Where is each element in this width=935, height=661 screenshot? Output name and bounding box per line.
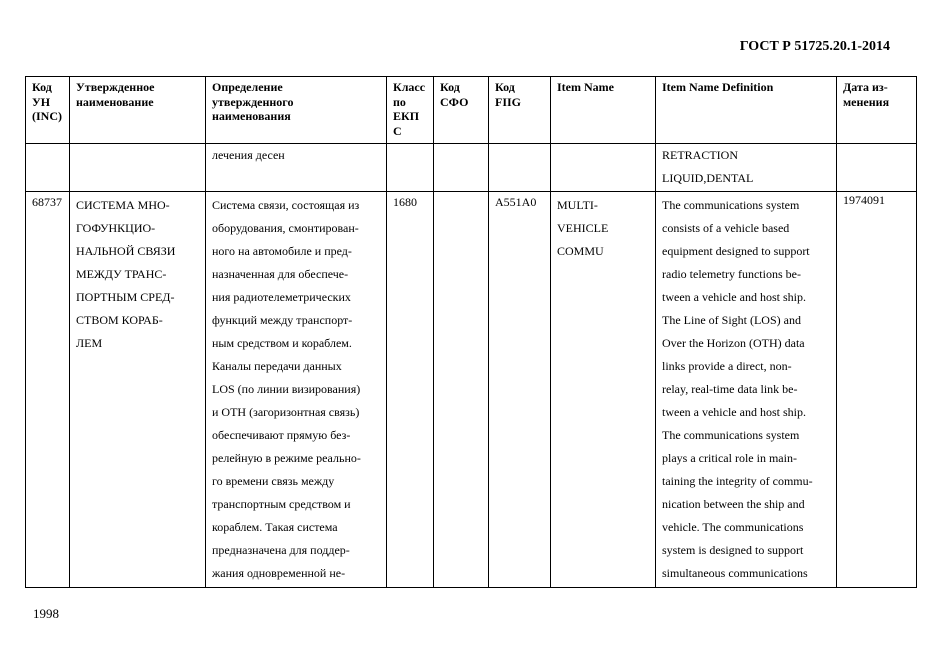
cell-item-name xyxy=(551,144,656,192)
cell-class-ekps xyxy=(387,144,434,192)
item-name-definition-line: nication between the ship and xyxy=(662,497,805,511)
item-name-definition-line: The Line of Sight (LOS) and xyxy=(662,313,801,327)
header-code-sfo: Код СФО xyxy=(434,77,489,144)
approved-name-line: ПОРТНЫМ СРЕД- xyxy=(76,290,175,304)
header-class-ekps: Класс по ЕКП С xyxy=(387,77,434,144)
item-name-definition-line: taining the integrity of commu- xyxy=(662,474,813,488)
cell-definition xyxy=(206,192,387,588)
approved-name-line: ГОФУНКЦИО- xyxy=(76,221,156,235)
cell-code-un xyxy=(26,144,70,192)
cell-item-name xyxy=(551,192,656,588)
item-name-definition-line: tween a vehicle and host ship. xyxy=(662,290,806,304)
cell-change-date: 1974091 xyxy=(837,192,917,588)
item-name-definition-line: links provide a direct, non- xyxy=(662,359,792,373)
definition-line: ния радиотелеметрических xyxy=(212,290,351,304)
cell-approved-name xyxy=(70,144,206,192)
definition-line: оборудования, смонтирован- xyxy=(212,221,359,235)
item-name-definition-line: system is designed to support xyxy=(662,543,804,557)
header-change-date: Дата из- менения xyxy=(837,77,917,144)
definition-line: функций между транспорт- xyxy=(212,313,353,327)
definition-line: го времени связь между xyxy=(212,474,335,488)
cell-approved-name xyxy=(70,192,206,588)
definition-line: назначенная для обеспече- xyxy=(212,267,349,281)
item-name-definition-line: tween a vehicle and host ship. xyxy=(662,405,806,419)
item-name-definition-line: radio telemetry functions be- xyxy=(662,267,801,281)
item-name-definition-line: relay, real-time data link be- xyxy=(662,382,798,396)
item-name-line: VEHICLE xyxy=(557,221,609,235)
item-name-line: MULTI- xyxy=(557,198,598,212)
item-name-definition-line: Over the Horizon (OTH) data xyxy=(662,336,805,350)
cell-class-ekps: 1680 xyxy=(387,192,434,588)
cell-code-sfo xyxy=(434,192,489,588)
definition-line: Система связи, состоящая из xyxy=(212,198,360,212)
approved-name-line: МЕЖДУ ТРАНС- xyxy=(76,267,167,281)
item-name-line: COMMU xyxy=(557,244,604,258)
cell-definition: лечения десен xyxy=(206,144,387,192)
definition-line: кораблем. Такая система xyxy=(212,520,338,534)
approved-name-line: СТВОМ КОРАБ- xyxy=(76,313,163,327)
table-header-row xyxy=(26,77,917,144)
definition-line: Каналы передачи данных xyxy=(212,359,342,373)
header-definition: Определение утвержденного наименования xyxy=(206,77,387,144)
approved-name-line: НАЛЬНОЙ СВЯЗИ xyxy=(76,244,176,258)
item-name-definition-line: plays a critical role in main- xyxy=(662,451,797,465)
definition-line: и OTH (загоризонтная связь) xyxy=(212,405,360,419)
item-name-definition-line: The communications system xyxy=(662,428,800,442)
cell-change-date xyxy=(837,144,917,192)
table-row xyxy=(26,144,917,192)
item-name-definition-line: The communications system xyxy=(662,198,800,212)
definition-line: ного на автомобиле и пред- xyxy=(212,244,352,258)
definition-line: жания одновременной не- xyxy=(212,566,346,580)
definition-line: обеспечивают прямую без- xyxy=(212,428,351,442)
definition-line: транспортным средством и xyxy=(212,497,351,511)
header-item-name: Item Name xyxy=(551,77,656,144)
item-name-definition-line: simultaneous communications xyxy=(662,566,808,580)
table-row xyxy=(26,192,917,588)
item-name-definition-line: vehicle. The communications xyxy=(662,520,804,534)
cell-code-fiig xyxy=(489,144,551,192)
header-approved-name: Утвержденное наименование xyxy=(70,77,206,144)
approved-name-line: ЛЕМ xyxy=(76,336,103,350)
document-header: ГОСТ Р 51725.20.1-2014 xyxy=(739,39,890,54)
header-item-name-definition: Item Name Definition xyxy=(656,77,837,144)
item-name-definition-line: consists of a vehicle based xyxy=(662,221,790,235)
item-name-definition-line: equipment designed to support xyxy=(662,244,810,258)
definition-line: предназначена для поддер- xyxy=(212,543,350,557)
page-number: 1998 xyxy=(33,606,59,621)
cell-code-un: 68737 xyxy=(26,192,70,588)
definition-line: релейную в режиме реально- xyxy=(212,451,361,465)
cell-code-sfo xyxy=(434,144,489,192)
cell-item-name-definition: RETRACTION LIQUID,DENTAL xyxy=(656,144,837,192)
approved-name-line: СИСТЕМА МНО- xyxy=(76,198,170,212)
header-code-un: Код УН (INC) xyxy=(26,77,70,144)
definition-line: ным средством и кораблем. xyxy=(212,336,352,350)
definition-line: LOS (по линии визирования) xyxy=(212,382,361,396)
header-code-fiig: Код FIIG xyxy=(489,77,551,144)
cell-item-name-definition xyxy=(656,192,837,588)
cell-code-fiig: A551A0 xyxy=(489,192,551,588)
nomenclature-table xyxy=(25,76,917,588)
